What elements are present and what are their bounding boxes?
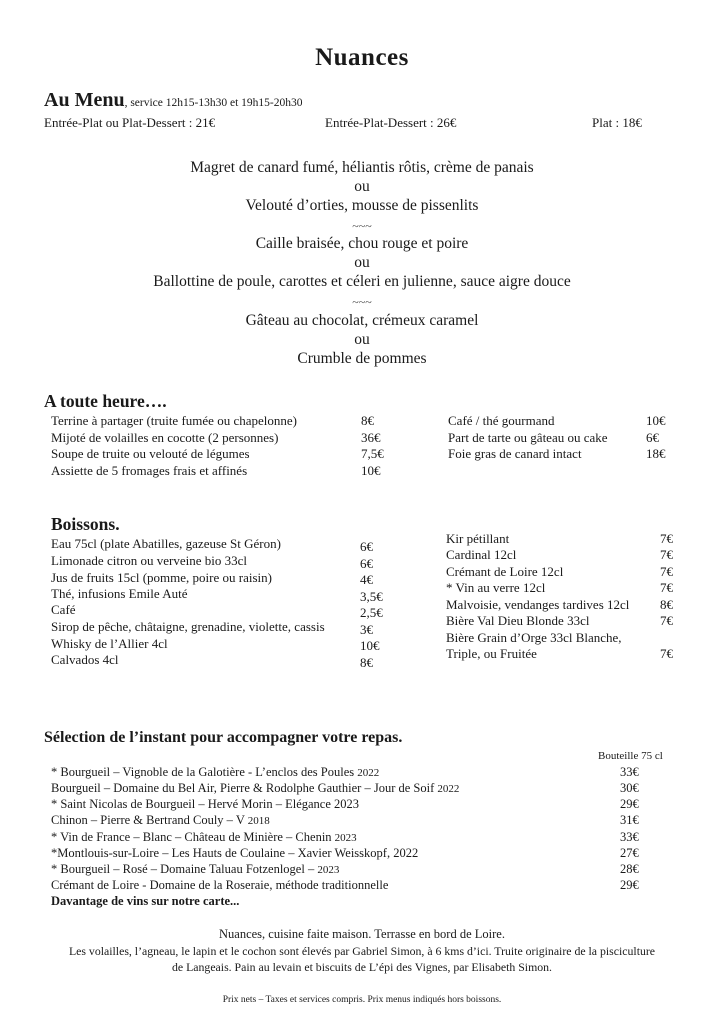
dish-separator: ou (354, 178, 370, 195)
drink-name: Bière Grain d’Orge 33cl Blanche, (446, 630, 622, 645)
drink-name: Eau 75cl (plate Abatilles, gazeuse St Géron) (51, 536, 281, 551)
wine-name: Chinon – Pierre & Bertrand Couly – V 2018 (51, 813, 270, 827)
drink-name: Sirop de pêche, châtaigne, grenadine, violette, cassis (51, 619, 325, 634)
item-price: 10€ (361, 463, 381, 478)
drink-price: 3,5€ (360, 589, 383, 604)
course-divider: ~~~ (352, 295, 372, 309)
footer-tagline: Nuances, cuisine faite maison. Terrasse en bord de Loire. (219, 927, 505, 941)
footer-sourcing: Les volailles, l’agneau, le lapin et le cochon sont élevés par Gabriel Simon, à 6 kms d’ici. Truite originaire de la pisciculture (68, 944, 656, 958)
formula-price: Entrée-Plat-Dessert : 26€ (325, 115, 457, 130)
wine-price: 29€ (620, 878, 639, 892)
drink-name: Bière Val Dieu Blonde 33cl (446, 613, 590, 628)
drink-name: Cardinal 12cl (446, 547, 517, 562)
wine-name: * Saint Nicolas de Bourgueil – Hervé Morin – Elégance 2023 (51, 797, 360, 811)
drink-name: Café (51, 602, 76, 617)
drink-price: 3€ (360, 622, 373, 637)
drink-price: 10€ (360, 638, 380, 653)
item-price: 10€ (646, 413, 666, 428)
drink-price: 8€ (660, 597, 673, 612)
dish-line: Crumble de pommes (297, 350, 427, 367)
dish-separator: ou (354, 331, 370, 348)
item-price: 8€ (361, 413, 374, 428)
wine-price: 33€ (620, 765, 639, 779)
dish-separator: ou (354, 254, 370, 271)
drink-price: 7€ (660, 547, 673, 562)
item-name: Part de tarte ou gâteau ou cake (448, 430, 608, 445)
selection-heading: Sélection de l’instant pour accompagner votre repas. (44, 729, 403, 746)
drink-name: Jus de fruits 15cl (pomme, poire ou raisin) (51, 570, 272, 585)
item-name: Café / thé gourmand (448, 413, 555, 428)
drink-price: 7€ (660, 646, 673, 661)
wine-name: * Vin de France – Blanc – Château de Minière – Chenin 2023 (51, 830, 357, 844)
formula-price: Plat : 18€ (592, 115, 642, 130)
boissons-heading: Boissons. (51, 514, 120, 534)
au-menu-title: Au Menu (44, 89, 125, 111)
wine-name: * Bourgueil – Rosé – Domaine Taluau Fotzenlogel – 2023 (51, 862, 340, 876)
drink-name: Kir pétillant (446, 531, 510, 546)
item-name: Soupe de truite ou velouté de légumes (51, 446, 250, 461)
item-name: Foie gras de canard intact (448, 446, 582, 461)
item-name: Mijoté de volailles en cocotte (2 personnes) (51, 430, 279, 445)
wine-price: 29€ (620, 797, 639, 811)
service-hours: , service 12h15-13h30 et 19h15-20h30 (124, 97, 303, 109)
drink-name: Triple, ou Fruitée (446, 646, 537, 661)
item-name: Assiette de 5 fromages frais et affinés (51, 463, 248, 478)
wine-name: Crémant de Loire - Domaine de la Roseraie, méthode traditionnelle (51, 878, 389, 892)
drink-name: Calvados 4cl (51, 652, 119, 667)
drink-price: 7€ (660, 564, 673, 579)
wine-name: * Bourgueil – Vignoble de la Galotière - L’enclos des Poules 2022 (51, 765, 380, 779)
au-menu-heading (44, 89, 302, 112)
toute-heure-heading: A toute heure…. (44, 391, 167, 411)
item-price: 18€ (646, 446, 666, 461)
drink-name: Malvoisie, vendanges tardives 12cl (446, 597, 630, 612)
dish-line: Gâteau au chocolat, crémeux caramel (245, 312, 479, 329)
wine-name: *Montlouis-sur-Loire – Les Hauts de Coulaine – Xavier Weisskopf, 2022 (51, 846, 419, 860)
footer-prices-note: Prix nets – Taxes et services compris. Prix menus indiqués hors boissons. (222, 995, 502, 1005)
drink-name: Whisky de l’Allier 4cl (51, 636, 168, 651)
more-wines-note: Davantage de vins sur notre carte... (51, 894, 240, 908)
wine-price: 28€ (620, 862, 639, 876)
item-price: 7,5€ (361, 446, 384, 461)
drink-name: * Vin au verre 12cl (446, 580, 546, 595)
drink-name: Limonade citron ou verveine bio 33cl (51, 553, 248, 568)
item-name: Terrine à partager (truite fumée ou chapelonne) (51, 413, 297, 428)
drink-price: 7€ (660, 580, 673, 595)
drink-price: 7€ (660, 531, 673, 546)
bottle-label: Bouteille 75 cl (598, 750, 663, 762)
dish-line: Ballottine de poule, carottes et céleri en julienne, sauce aigre douce (153, 273, 571, 290)
footer-sourcing: de Langeais. Pain au levain et biscuits de L’épi des Vignes, par Elisabeth Simon. (172, 960, 552, 974)
dish-line: Velouté d’orties, mousse de pissenlits (245, 197, 479, 214)
drink-price: 8€ (360, 655, 373, 670)
formula-price: Entrée-Plat ou Plat-Dessert : 21€ (44, 115, 216, 130)
drink-name: Thé, infusions Emile Auté (51, 586, 188, 601)
drink-name: Crémant de Loire 12cl (446, 564, 564, 579)
wine-price: 33€ (620, 830, 639, 844)
course-divider: ~~~ (352, 219, 372, 233)
dish-line: Magret de canard fumé, héliantis rôtis, crème de panais (190, 159, 534, 176)
drink-price: 6€ (360, 556, 373, 571)
drink-price: 2,5€ (360, 605, 383, 620)
wine-price: 27€ (620, 846, 639, 860)
page-title: Nuances (315, 44, 409, 71)
dish-line: Caille braisée, chou rouge et poire (255, 235, 469, 252)
wine-name: Bourgueil – Domaine du Bel Air, Pierre & Rodolphe Gauthier – Jour de Soif 2022 (51, 781, 460, 795)
item-price: 6€ (646, 430, 659, 445)
item-price: 36€ (361, 430, 381, 445)
drink-price: 6€ (360, 539, 373, 554)
drink-price: 4€ (360, 572, 373, 587)
wine-price: 31€ (620, 813, 639, 827)
wine-price: 30€ (620, 781, 639, 795)
drink-price: 7€ (660, 613, 673, 628)
